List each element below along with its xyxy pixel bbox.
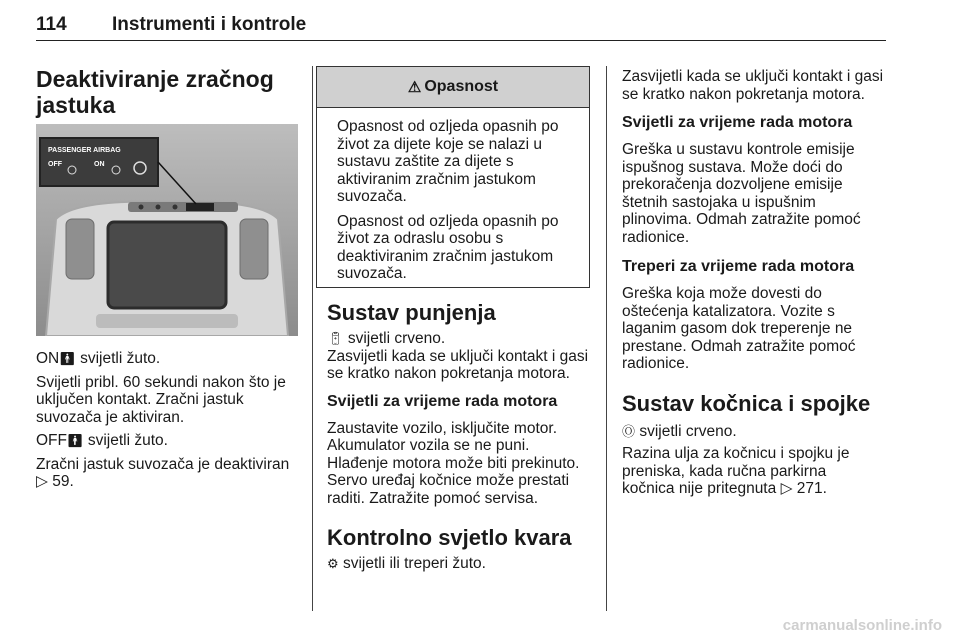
watermark: carmanualsonline.info: [782, 617, 942, 634]
warning-line: Opasnost od ozljeda opasnih po: [337, 212, 559, 230]
paragraph-airbag-off-1: Zračni jastuk suvozača je deaktiviran: [36, 455, 290, 473]
warning-line: život za dijete koje se nalazi u: [337, 135, 543, 153]
brake-line-last: kočnica nije pritegnuta: [622, 480, 777, 497]
page-reference-59[interactable]: 59.: [52, 473, 74, 490]
engine-icon: ⚙: [327, 556, 339, 571]
airbag-on-text: svijetli žuto.: [75, 350, 161, 367]
paragraph-airbag-on-2: uključen kontakt. Zračni jastuk: [36, 391, 244, 408]
lit-line: prekoračenja dozvoljene emisije: [622, 176, 843, 193]
charging-indicator-text: svijetli crveno.: [343, 330, 446, 347]
driving-line: Hlađenje motora može biti prekinuto.: [327, 454, 580, 472]
dashboard-photo: [36, 124, 298, 336]
page-header-title: Instrumenti i kontrole: [112, 14, 307, 35]
page-reference-arrow-icon: ▷: [780, 480, 793, 497]
subheading-driving: Svijetli za vrijeme rada motora: [327, 392, 558, 410]
subheading-flash: Treperi za vrijeme rada motora: [622, 258, 855, 275]
warning-line: suvozača.: [337, 265, 407, 282]
driving-line: Akumulator vozila se ne puni.: [327, 437, 530, 454]
paragraph-airbag-on-1: Svijetli pribl. 60 sekundi nakon što je: [36, 373, 286, 391]
warning-line: aktiviranim zračnim jastukom: [337, 170, 536, 188]
brake-line: preniska, kada ručna parkirna: [622, 462, 827, 480]
warning-line: sustavu zaštite za dijete s: [337, 153, 514, 170]
lit-line: štetnih sastojaka u ispušnim: [622, 193, 816, 211]
image-label-passenger-airbag: PASSENGER AIRBAG: [48, 147, 121, 154]
page-reference-arrow-icon: ▷: [36, 473, 48, 490]
section-heading-malfunction: Kontrolno svjetlo kvara: [327, 525, 572, 550]
lit-line: plinovima. Odmah zatražite pomoć: [622, 211, 861, 228]
charging-line: Zasvijetli kada se uključi kontakt i gasi: [327, 347, 589, 365]
flash-line: radionice.: [622, 355, 690, 372]
driving-line: raditi. Zatražite pomoć servisa.: [327, 489, 539, 507]
column-divider-2: [606, 66, 607, 611]
section-heading-airbag-line2: jastuka: [36, 92, 116, 118]
warning-line: suvozača.: [337, 188, 407, 205]
driving-line: Zaustavite vozilo, isključite motor.: [327, 419, 558, 437]
section-heading-airbag-line1: Deaktiviranje zračnog: [36, 66, 274, 92]
paragraph-airbag-on-3: suvozača je aktiviran.: [36, 408, 185, 426]
warning-title: Opasnost: [424, 78, 499, 95]
malfunction-line: Zasvijetli kada se uključi kontakt i gasi: [622, 68, 884, 85]
flash-line: laganim gasom dok treperenje ne: [622, 320, 853, 337]
malfunction-line: se kratko nakon pokretanja motora.: [622, 85, 865, 103]
airbag-off-label: OFF: [36, 432, 67, 449]
image-label-on: ON: [94, 161, 105, 168]
section-heading-brake: Sustav kočnica i spojke: [622, 390, 871, 416]
warning-triangle-icon: ⚠: [407, 79, 422, 96]
brake-warning-icon: Ⓞ: [622, 423, 636, 439]
column-divider-1: [312, 66, 313, 611]
airbag-on-icon: 🚹︎: [59, 351, 76, 366]
charging-line: se kratko nakon pokretanja motora.: [327, 365, 570, 382]
subheading-lit: Svijetli za vrijeme rada motora: [622, 114, 853, 131]
header-rule: [36, 40, 886, 41]
image-label-off: OFF: [48, 161, 62, 168]
warning-line: Opasnost od ozljeda opasnih po: [337, 118, 559, 135]
flash-line: Greška koja može dovesti do: [622, 285, 822, 302]
warning-header: [317, 67, 589, 108]
airbag-off-text: svijetli žuto.: [83, 432, 168, 449]
airbag-off-icon: 🚹︎: [67, 433, 84, 448]
malfunction-indicator-text: svijetli ili treperi žuto.: [338, 555, 486, 572]
page-number: 114: [36, 14, 67, 35]
page-reference-271[interactable]: 271.: [796, 480, 827, 497]
airbag-on-label: ON: [36, 350, 60, 367]
danger-warning-box: [316, 66, 590, 288]
driving-line: Servo uređaj kočnice može prestati: [327, 472, 570, 489]
warning-line: deaktiviranim zračnim jastukom: [337, 247, 554, 265]
battery-icon: 🔋︎: [327, 331, 344, 346]
section-heading-charging: Sustav punjenja: [327, 300, 496, 325]
warning-line: život za odraslu osobu s: [337, 230, 504, 247]
lit-line: radionice.: [622, 228, 690, 246]
brake-indicator-text: svijetli crveno.: [635, 422, 737, 440]
flash-line: oštećenja katalizatora. Vozite s: [622, 302, 835, 320]
lit-line: ispušnog sustava. Može doći do: [622, 158, 843, 176]
lit-line: Greška u sustavu kontrole emisije: [622, 141, 855, 158]
brake-line: Razina ulja za kočnicu i spojku je: [622, 445, 850, 462]
flash-line: prestane. Odmah zatražite pomoć: [622, 337, 856, 355]
